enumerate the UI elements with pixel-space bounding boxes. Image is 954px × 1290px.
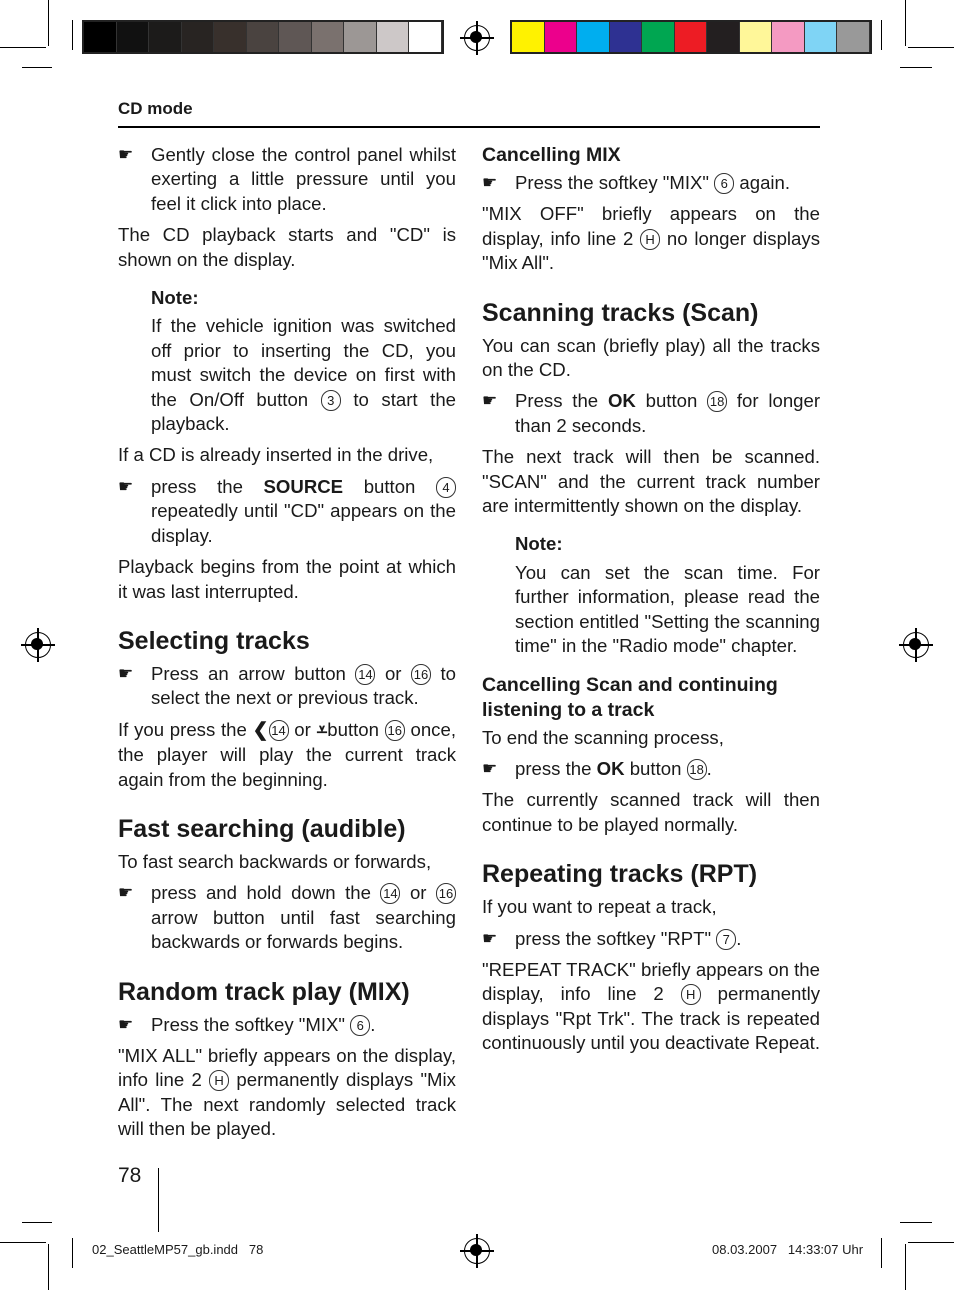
section-heading: Selecting tracks xyxy=(118,626,310,655)
button-number-badge: 3 xyxy=(321,390,341,411)
button-number-badge: 18 xyxy=(687,759,707,780)
info-line-badge: H xyxy=(209,1070,229,1091)
note-title: Note: xyxy=(151,287,199,309)
color-swatch xyxy=(545,22,578,52)
instruction-step: ☛ Press an arrow button 14 or 16 to select the next or previous track. xyxy=(118,662,457,709)
color-swatch xyxy=(377,22,410,52)
paragraph: The currently scanned track will then continue to be played normally. xyxy=(482,789,820,835)
crop-mark xyxy=(905,1244,906,1290)
crop-mark xyxy=(22,1222,52,1223)
color-swatch xyxy=(247,22,280,52)
arrow-left-icon: ❮ xyxy=(252,719,269,741)
color-swatch xyxy=(279,22,312,52)
instruction-step: ☛ press the SOURCE button 4 repeatedly until "CD" appears on the display. xyxy=(118,475,456,546)
color-swatch xyxy=(610,22,643,52)
crop-mark xyxy=(908,1242,954,1243)
left-column xyxy=(118,143,456,1149)
color-swatch xyxy=(577,22,610,52)
crop-mark xyxy=(905,0,906,46)
button-number-badge: 6 xyxy=(714,173,734,194)
registration-mark-icon xyxy=(903,632,929,658)
crop-mark xyxy=(881,20,882,50)
paragraph: To fast search backwards or forwards, xyxy=(118,850,432,872)
crop-mark xyxy=(72,1238,73,1268)
crop-mark xyxy=(881,1238,882,1268)
crop-mark xyxy=(0,1242,46,1243)
color-swatch xyxy=(182,22,215,52)
pointing-hand-icon: ☛ xyxy=(118,145,134,164)
info-line-badge: H xyxy=(640,229,660,250)
paragraph: The CD playback starts and "CD" is shown on the display. xyxy=(118,224,456,270)
color-swatch xyxy=(675,22,708,52)
button-number-badge: 4 xyxy=(436,477,456,498)
button-number-badge: 16 xyxy=(436,883,456,904)
instruction-step: ☛ Gently close the control panel whilst exerting a little pressure until you feel it click into place. xyxy=(118,144,456,214)
paragraph: Playback begins from the point at which it was last interrupted. xyxy=(118,556,456,602)
paragraph: "MIX OFF" briefly appears on the display, info line 2 H no longer displays "Mix All". xyxy=(482,203,820,274)
crop-mark xyxy=(48,1244,49,1290)
instruction-step: ☛ Press the OK button 18 for longer than 2 seconds. xyxy=(482,390,821,436)
info-line-badge: H xyxy=(681,984,701,1005)
pointing-hand-icon: ☛ xyxy=(482,391,498,411)
pointing-hand-icon: ☛ xyxy=(482,928,498,948)
pointing-hand-icon: ☛ xyxy=(118,476,134,496)
color-swatch xyxy=(344,22,377,52)
crop-mark xyxy=(0,47,46,48)
pointing-hand-icon: ☛ xyxy=(118,1014,134,1034)
color-swatch xyxy=(312,22,345,52)
paragraph: The next track will then be scanned. "SCAN" and the current track number are intermittently shown on the display. xyxy=(482,446,820,517)
color-swatch xyxy=(149,22,182,52)
page-number: 78 xyxy=(118,1164,142,1187)
registration-mark-icon xyxy=(464,25,490,51)
pointing-hand-icon: ☛ xyxy=(118,883,134,903)
button-number-badge: 14 xyxy=(355,664,375,685)
page-number-rule xyxy=(158,1168,159,1232)
pointing-hand-icon: ☛ xyxy=(482,173,498,192)
registration-mark-icon xyxy=(25,632,51,658)
color-swatch xyxy=(84,22,117,52)
section-heading: Random track play (MIX) xyxy=(118,977,410,1006)
instruction-step: ☛ press and hold down the 14 or 16 arrow button until fast searching backwards or forwards begins. xyxy=(118,882,456,953)
arrow-down-icon: ⩡ xyxy=(316,719,328,741)
paragraph: "MIX ALL" briefly appears on the display, info line 2 H permanently displays "Mix All". The next randomly selected track will then be played. xyxy=(118,1044,456,1140)
registration-mark-icon xyxy=(464,1238,490,1264)
footer-file-name: 02_SeattleMP57_gb.indd 78 xyxy=(92,1242,264,1257)
process-color-bar xyxy=(510,20,872,54)
color-swatch xyxy=(805,22,838,52)
header-rule xyxy=(118,126,820,128)
note-title: Note: xyxy=(515,533,563,555)
right-column xyxy=(482,143,820,1063)
subsection-heading: Cancelling MIX xyxy=(482,144,621,166)
color-swatch xyxy=(740,22,773,52)
paragraph: If you want to repeat a track, xyxy=(482,896,717,918)
paragraph: To end the scanning process, xyxy=(482,726,724,748)
paragraph: You can scan (briefly play) all the tracks on the CD. xyxy=(482,334,820,381)
button-number-badge: 6 xyxy=(350,1015,370,1036)
crop-mark xyxy=(22,67,52,68)
paragraph: If a CD is already inserted in the drive, xyxy=(118,444,434,466)
crop-mark xyxy=(48,0,49,46)
pointing-hand-icon: ☛ xyxy=(482,758,498,778)
crop-mark xyxy=(72,20,73,50)
instruction-step: ☛ press the OK button 18 . xyxy=(482,757,820,781)
section-heading: Scanning tracks (Scan) xyxy=(482,298,759,327)
subsection-heading: Cancelling Scan and continuing listening to a track xyxy=(482,673,778,721)
note-box xyxy=(118,286,456,436)
color-swatch xyxy=(409,22,442,52)
section-header: CD mode xyxy=(118,99,193,118)
button-number-badge: 14 xyxy=(269,720,289,741)
instruction-step: ☛ press the softkey "RPT" 7 . xyxy=(482,927,820,951)
button-number-badge: 16 xyxy=(385,720,405,741)
button-number-badge: 18 xyxy=(707,391,727,412)
paragraph: If you press the ❮ 14 or ⩡button 16 once, the player will play the current track again from the beginning. xyxy=(118,718,456,790)
crop-mark xyxy=(908,47,954,48)
footer-timestamp: 08.03.2007 14:33:07 Uhr xyxy=(712,1242,864,1257)
color-swatch xyxy=(707,22,740,52)
color-swatch xyxy=(837,22,870,52)
button-number-badge: 16 xyxy=(411,664,431,685)
color-swatch xyxy=(772,22,805,52)
color-swatch xyxy=(117,22,150,52)
crop-mark xyxy=(900,67,932,68)
paragraph: "REPEAT TRACK" briefly appears on the display, info line 2 H permanently displays "Rpt Trk". The track is repeated continuously until you deactivate Repeat. xyxy=(482,958,821,1054)
note-box xyxy=(482,532,820,658)
color-swatch xyxy=(214,22,247,52)
crop-mark xyxy=(900,1222,932,1223)
button-number-badge: 14 xyxy=(380,883,400,904)
grayscale-color-bar xyxy=(82,20,444,54)
note-text: You can set the scan time. For further information, please read the section entitled "Setting the scanning time" in the "Radio mode" chapter. xyxy=(515,561,820,657)
color-swatch xyxy=(512,22,545,52)
instruction-step: ☛ Press the softkey "MIX" 6 . xyxy=(118,1013,456,1037)
section-heading: Repeating tracks (RPT) xyxy=(482,860,758,889)
color-swatch xyxy=(642,22,675,52)
button-number-badge: 7 xyxy=(716,929,736,950)
note-text: If the vehicle ignition was switched off prior to inserting the CD, you must switch the device on first with the On/Off button 3 to start the playback. xyxy=(151,315,457,435)
instruction-step: ☛ Press the softkey "MIX" 6 again. xyxy=(482,171,820,195)
pointing-hand-icon: ☛ xyxy=(118,663,134,683)
section-heading: Fast searching (audible) xyxy=(118,814,406,843)
